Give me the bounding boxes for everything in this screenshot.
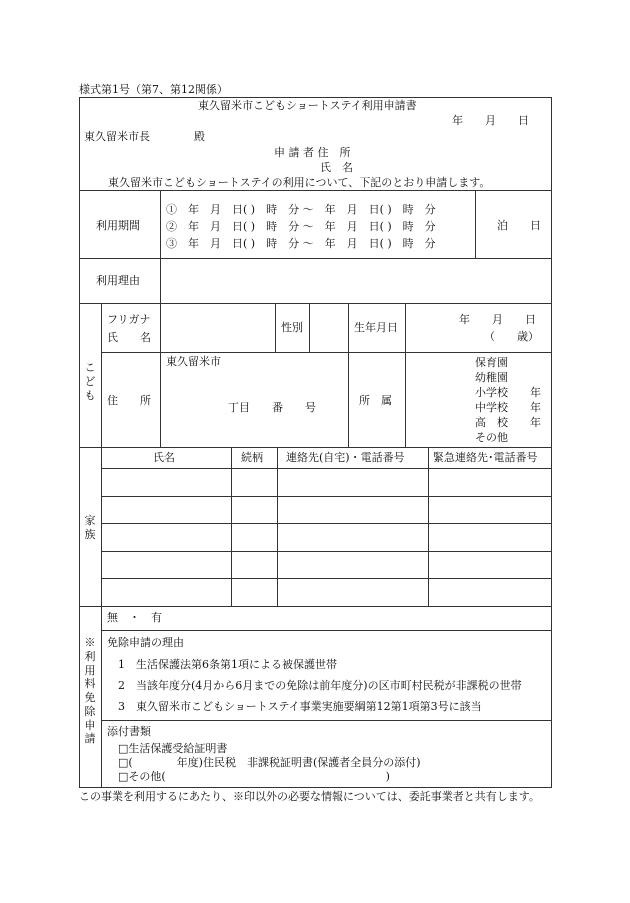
attachment-item: □( 年度)住民税 非課税証明書(保護者全員分の添付) xyxy=(118,756,421,769)
exemption-reason-title: 免除申請の理由 xyxy=(107,636,184,649)
divider xyxy=(101,496,552,497)
divider xyxy=(101,630,552,631)
city-label: 東久留米市 xyxy=(166,355,221,368)
divider xyxy=(101,720,552,721)
divider xyxy=(160,303,161,447)
birth-date: 年 月 日 xyxy=(459,313,536,326)
divider xyxy=(405,303,406,447)
child-name-label: 氏 名 xyxy=(107,331,151,344)
attachment-item: □生活保護受給証明書 xyxy=(118,742,228,755)
divider xyxy=(101,303,102,788)
exemption-reason: 2 当該年度分(4月から6月までの免除は前年度分)の区市町村民税が非課税の世帯 xyxy=(118,679,522,692)
addressee: 東久留米市長 殿 xyxy=(84,130,205,143)
divider xyxy=(101,551,552,552)
divider xyxy=(348,303,349,447)
age-field: （ 歳） xyxy=(484,330,539,343)
child-section-label: こども xyxy=(84,361,96,402)
footer-note: この事業を利用するにあたり、※印以外の必要な情報については、委託事業者と共有します。 xyxy=(79,790,540,803)
school-option: その他 xyxy=(475,431,508,444)
divider xyxy=(309,303,310,352)
divider xyxy=(101,352,552,353)
divider xyxy=(101,523,552,524)
divider xyxy=(79,606,552,607)
family-header-name: 氏名 xyxy=(153,451,175,464)
furigana-label: フリガナ xyxy=(107,313,151,326)
page-title: 東久留米市こどもショートステイ利用申請書 xyxy=(198,99,417,112)
address-detail: 丁目 番 号 xyxy=(228,401,316,414)
divider xyxy=(231,447,232,606)
affiliation-label: 所 属 xyxy=(359,394,392,407)
period-label: 利用期間 xyxy=(96,219,140,232)
school-option: 保育園 xyxy=(475,356,508,369)
none-or-yes: 無 ・ 有 xyxy=(107,611,162,624)
reason-label: 利用理由 xyxy=(96,274,140,287)
divider xyxy=(160,190,161,303)
nights-label: 泊 日 xyxy=(497,219,541,232)
divider xyxy=(475,190,476,258)
applicant-name-label: 氏 名 xyxy=(320,161,353,174)
family-header-relation: 続柄 xyxy=(241,451,263,464)
period-row: ③ 年 月 日( ) 時 分 〜 年 月 日( ) 時 分 xyxy=(166,237,436,250)
family-section-label: 家族 xyxy=(84,514,96,541)
divider xyxy=(275,303,276,352)
gender-label: 性別 xyxy=(281,321,303,334)
attachments-title: 添付書類 xyxy=(107,725,151,738)
divider xyxy=(101,578,552,579)
exemption-reason: 3 東久留米市こどもショートステイ事業実施要綱第12第1項第3号に該当 xyxy=(118,700,482,713)
exemption-section-label: ※利用料免除申請 xyxy=(84,636,96,746)
family-header-contact: 連絡先(自宅)・電話番号 xyxy=(286,451,405,464)
school-option: 中学校 年 xyxy=(475,401,541,414)
child-address-label: 住 所 xyxy=(107,394,151,407)
applicant-address-label: 申 請 者 住 所 xyxy=(274,146,351,159)
family-header-emergency: 緊急連絡先･電話番号 xyxy=(433,451,538,464)
school-option: 高 校 年 xyxy=(475,416,541,429)
divider xyxy=(428,447,429,606)
form-number: 様式第1号（第7、第12関係） xyxy=(79,83,228,96)
attachment-item: □その他( ) xyxy=(118,770,390,783)
school-option: 小学校 年 xyxy=(475,386,541,399)
application-date: 年 月 日 xyxy=(452,114,529,127)
divider xyxy=(79,258,552,259)
period-row: ② 年 月 日( ) 時 分 〜 年 月 日( ) 時 分 xyxy=(166,220,436,233)
period-row: ① 年 月 日( ) 時 分 〜 年 月 日( ) 時 分 xyxy=(166,203,436,216)
divider xyxy=(79,190,552,191)
divider xyxy=(79,303,552,304)
divider xyxy=(277,447,278,606)
exemption-reason: 1 生活保護法第6条第1項による被保護世帯 xyxy=(118,658,337,671)
birth-label: 生年月日 xyxy=(354,321,398,334)
divider xyxy=(79,447,552,448)
divider xyxy=(101,468,552,469)
school-option: 幼稚園 xyxy=(475,371,508,384)
intro-text: 東久留米市こどもショートステイの利用について、下記のとおり申請します。 xyxy=(108,176,491,189)
